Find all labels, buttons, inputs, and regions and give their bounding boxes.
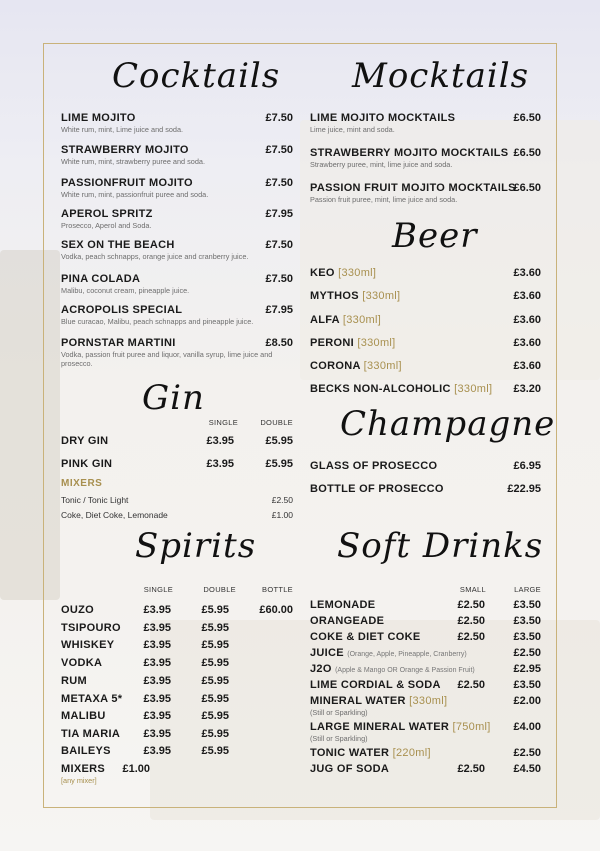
beer-name <box>310 337 396 349</box>
cocktail-name: APEROL SPRITZ <box>61 208 153 220</box>
cocktail-description: Vodka, peach schnapps, orange juice and cranberry juice. <box>61 252 249 261</box>
champagne-price: £6.95 <box>513 460 541 472</box>
spirit-name: MALIBU <box>61 710 106 722</box>
spirits-mixers-price: £1.00 <box>122 763 150 775</box>
gin-mixer-price: £2.50 <box>271 495 293 505</box>
soft-drink-large-price: £2.95 <box>513 663 541 675</box>
cocktail-price: £7.50 <box>265 144 293 156</box>
spirit-double-price: £5.95 <box>201 675 229 687</box>
champagne-heading: Champagne <box>340 404 556 444</box>
beer-price: £3.60 <box>513 360 541 372</box>
soft-col-small: SMALL <box>459 585 486 594</box>
spirits-mixers-note: [any mixer] <box>61 776 97 785</box>
gin-name: PINK GIN <box>61 458 113 470</box>
gin-double-price: £5.95 <box>265 435 293 447</box>
cocktail-price: £7.50 <box>265 177 293 189</box>
mocktails-heading: Mocktails <box>352 56 530 96</box>
beer-label: ALFA <box>310 314 340 326</box>
soft-drink-large-price: £2.00 <box>513 695 541 707</box>
soft-drink-large-price: £2.50 <box>513 647 541 659</box>
beer-size: [330ml] <box>454 383 493 395</box>
cocktail-price: £7.50 <box>265 239 293 251</box>
soft-drink-small-price: £2.50 <box>457 763 485 775</box>
cocktail-description: White rum, mint, strawberry puree and soda. <box>61 157 205 166</box>
spirit-single-price: £3.95 <box>143 693 171 705</box>
soft-drink-options: (Orange, Apple, Pineapple, Cranberry) <box>347 651 467 658</box>
spirit-double-price: £5.95 <box>201 710 229 722</box>
beer-size: [330ml] <box>363 360 402 372</box>
beer-price: £3.60 <box>513 314 541 326</box>
gin-mixer-price: £1.00 <box>271 510 293 520</box>
spirit-single-price: £3.95 <box>143 622 171 634</box>
soft-drink-options: (Apple & Mango OR Orange & Passion Fruit) <box>335 667 475 674</box>
beer-label: MYTHOS <box>310 290 359 302</box>
soft-drink-name <box>310 647 467 659</box>
spirit-double-price: £5.95 <box>201 728 229 740</box>
mocktail-description: Passion fruit puree, mint, lime juice and soda. <box>310 195 458 204</box>
soft-drink-name <box>310 679 441 691</box>
spirit-single-price: £3.95 <box>143 728 171 740</box>
beer-size: [330ml] <box>357 337 396 349</box>
cocktail-name: PINA COLADA <box>61 273 141 285</box>
soft-drink-label: COKE & DIET COKE <box>310 631 421 643</box>
cocktail-description: Prosecco, Aperol and Soda. <box>61 221 152 230</box>
spirit-single-price: £3.95 <box>143 745 171 757</box>
cocktail-price: £8.50 <box>265 337 293 349</box>
beer-name <box>310 290 400 302</box>
spirit-name: OUZO <box>61 604 94 616</box>
cocktail-name: PORNSTAR MARTINI <box>61 337 176 349</box>
soft-drink-label: LARGE MINERAL WATER <box>310 721 450 733</box>
beer-price: £3.60 <box>513 267 541 279</box>
soft-drink-large-price: £3.50 <box>513 599 541 611</box>
spirits-col-bottle: BOTTLE <box>262 585 293 594</box>
gin-single-price: £3.95 <box>206 458 234 470</box>
spirits-col-single: SINGLE <box>143 585 173 594</box>
spirit-double-price: £5.95 <box>201 639 229 651</box>
beer-heading: Beer <box>392 216 478 256</box>
cocktail-description: White rum, mint, Lime juice and soda. <box>61 125 184 134</box>
soft-drink-note: (Still or Sparkling) <box>310 734 368 743</box>
gin-mixer-name: Coke, Diet Coke, Lemonade <box>61 510 168 520</box>
soft-drink-name <box>310 721 491 733</box>
champagne-price: £22.95 <box>507 483 541 495</box>
spirit-single-price: £3.95 <box>143 604 171 616</box>
spirit-bottle-price: £60.00 <box>259 604 293 616</box>
beer-name <box>310 360 402 372</box>
spirit-single-price: £3.95 <box>143 657 171 669</box>
beer-price: £3.20 <box>513 383 541 395</box>
cocktail-name: PASSIONFRUIT MOJITO <box>61 177 193 189</box>
beer-size: [330ml] <box>338 267 377 279</box>
soft-drink-label: ORANGEADE <box>310 615 385 627</box>
beer-name <box>310 314 381 326</box>
mocktail-description: Lime juice, mint and soda. <box>310 125 395 134</box>
beer-size: [330ml] <box>362 290 401 302</box>
spirit-double-price: £5.95 <box>201 622 229 634</box>
spirit-name: METAXA 5* <box>61 693 123 705</box>
soft-drink-small-price: £2.50 <box>457 631 485 643</box>
mocktail-name: LIME MOJITO MOCKTAILS <box>310 112 456 124</box>
cocktail-price: £7.95 <box>265 304 293 316</box>
mocktail-name: STRAWBERRY MOJITO MOCKTAILS <box>310 147 509 159</box>
beer-name <box>310 383 492 395</box>
soft-drink-large-price: £3.50 <box>513 679 541 691</box>
soft-drink-label: MINERAL WATER <box>310 695 406 707</box>
spirit-name: WHISKEY <box>61 639 115 651</box>
spirit-single-price: £3.95 <box>143 639 171 651</box>
soft-drink-label: TONIC WATER <box>310 747 390 759</box>
mocktail-price: £6.50 <box>513 112 541 124</box>
soft-drink-label: LEMONADE <box>310 599 376 611</box>
soft-drink-name <box>310 763 389 775</box>
spirits-col-double: DOUBLE <box>203 585 236 594</box>
cocktail-name: SEX ON THE BEACH <box>61 239 175 251</box>
soft-drink-name <box>310 615 384 627</box>
soft-drink-large-price: £2.50 <box>513 747 541 759</box>
gin-heading: Gin <box>142 378 205 418</box>
cocktail-name: ACROPOLIS SPECIAL <box>61 304 183 316</box>
soft-drink-large-price: £3.50 <box>513 631 541 643</box>
soft-drink-label: J2O <box>310 663 332 675</box>
spirit-single-price: £3.95 <box>143 675 171 687</box>
cocktail-name: STRAWBERRY MOJITO <box>61 144 189 156</box>
beer-price: £3.60 <box>513 290 541 302</box>
soft-drink-size: [750ml] <box>452 721 491 733</box>
cocktail-price: £7.95 <box>265 208 293 220</box>
spirit-double-price: £5.95 <box>201 745 229 757</box>
beer-size: [330ml] <box>342 314 382 326</box>
mocktail-price: £6.50 <box>513 147 541 159</box>
gin-mixer-name: Tonic / Tonic Light <box>61 495 129 505</box>
spirit-name: TSIPOURO <box>61 622 121 634</box>
soft-drink-small-price: £2.50 <box>457 679 485 691</box>
soft-drink-size: [220ml] <box>392 747 431 759</box>
cocktail-price: £7.50 <box>265 112 293 124</box>
cocktails-heading: Cocktails <box>112 56 281 96</box>
gin-name: DRY GIN <box>61 435 109 447</box>
cocktail-description: Vodka, passion fruit puree and liquor, vanilla syrup, lime juice and prosecco. <box>61 350 273 368</box>
soft-drink-size: [330ml] <box>409 695 448 707</box>
gin-mixers-title: MIXERS <box>61 478 103 489</box>
soft-drink-note: (Still or Sparkling) <box>310 708 368 717</box>
soft-drink-label: JUG OF SODA <box>310 763 390 775</box>
cocktail-price: £7.50 <box>265 273 293 285</box>
cocktail-name: LIME MOJITO <box>61 112 136 124</box>
beer-label: BECKS NON-ALCOHOLIC <box>310 383 451 395</box>
soft-drink-large-price: £4.00 <box>513 721 541 733</box>
gin-single-price: £3.95 <box>206 435 234 447</box>
champagne-name: BOTTLE OF PROSECCO <box>310 483 444 495</box>
gin-double-price: £5.95 <box>265 458 293 470</box>
spirit-double-price: £5.95 <box>201 657 229 669</box>
beer-label: CORONA <box>310 360 361 372</box>
soft-drink-small-price: £2.50 <box>457 599 485 611</box>
soft-drink-name <box>310 663 475 675</box>
cocktail-description: Malibu, coconut cream, pineapple juice. <box>61 286 190 295</box>
spirit-name: BAILEYS <box>61 745 111 757</box>
soft-drink-name <box>310 747 431 759</box>
soft-drink-name <box>310 599 375 611</box>
soft-drinks-heading: Soft Drinks <box>337 526 544 566</box>
champagne-name: GLASS OF PROSECCO <box>310 460 438 472</box>
spirit-name: RUM <box>61 675 87 687</box>
soft-col-large: LARGE <box>514 585 541 594</box>
gin-col-single: SINGLE <box>208 418 238 427</box>
spirit-name: TIA MARIA <box>61 728 121 740</box>
mocktail-description: Strawberry puree, mint, lime juice and soda. <box>310 160 453 169</box>
spirits-mixers-name: MIXERS <box>61 763 105 775</box>
beer-label: KEO <box>310 267 335 279</box>
spirit-double-price: £5.95 <box>201 604 229 616</box>
soft-drink-large-price: £4.50 <box>513 763 541 775</box>
mocktail-name: PASSION FRUIT MOJITO MOCKTAILS <box>310 182 516 194</box>
gin-col-double: DOUBLE <box>260 418 293 427</box>
cocktail-description: White rum, mint, passionfruit puree and soda. <box>61 190 209 199</box>
soft-drink-name <box>310 695 447 707</box>
soft-drink-name <box>310 631 421 643</box>
spirits-heading: Spirits <box>135 526 257 566</box>
beer-price: £3.60 <box>513 337 541 349</box>
beer-name <box>310 267 376 279</box>
beer-label: PERONI <box>310 337 354 349</box>
cocktail-description: Blue curacao, Malibu, peach schnapps and pineapple juice. <box>61 317 254 326</box>
mocktail-price: £6.50 <box>513 182 541 194</box>
soft-drink-small-price: £2.50 <box>457 615 485 627</box>
spirit-single-price: £3.95 <box>143 710 171 722</box>
spirit-name: VODKA <box>61 657 103 669</box>
spirit-double-price: £5.95 <box>201 693 229 705</box>
soft-drink-label: JUICE <box>310 647 344 659</box>
soft-drink-large-price: £3.50 <box>513 615 541 627</box>
soft-drink-label: LIME CORDIAL & SODA <box>310 679 441 691</box>
